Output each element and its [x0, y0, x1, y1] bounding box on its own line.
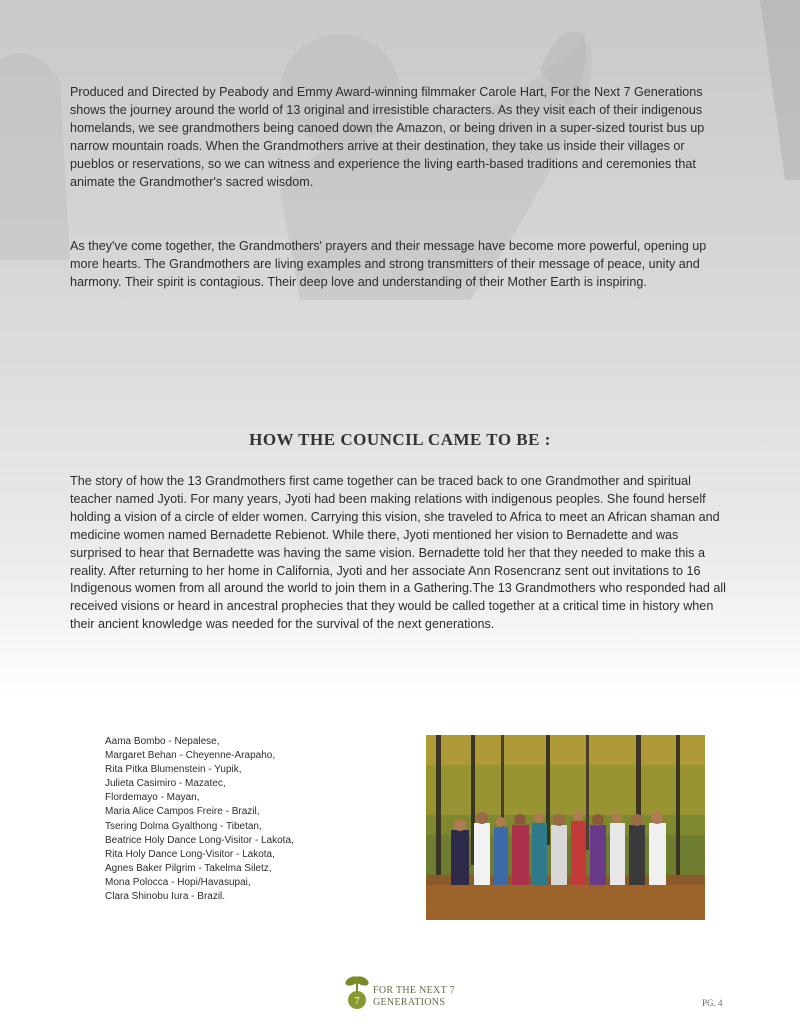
- intro-paragraph: Produced and Directed by Peabody and Emmy Award-winning filmmaker Carole Hart, For the Next 7 Generations shows the journey around the world of 13 original and irresistible characters. As they visit each of their indigenous homelands, we see grandmothers being canoed down the Amazon, or being driven in a super-sized tourist bus up narrow mountain roads. When the Grandmothers arrive at their destination, they take us inside their villages or pueblos or reservations, so we can witness and experience the living earth-based traditions and ceremonies that animate the Grandmother's sacred wisdom.: [70, 85, 705, 189]
- section-heading: HOW THE COUNCIL CAME TO BE :: [249, 430, 551, 449]
- list-item: Agnes Baker Pilgrim - Takelma Siletz,: [105, 862, 272, 874]
- list-item: Tsering Dolma Gyalthong - Tibetan,: [105, 820, 262, 832]
- grandmothers-list: [105, 735, 405, 904]
- seedling-logo-icon: [343, 972, 371, 1012]
- background-silhouette-image: [0, 0, 800, 420]
- list-item: Beatrice Holy Dance Long-Visitor - Lakota,: [105, 834, 294, 846]
- list-item: Clara Shinobu Iura - Brazil.: [105, 891, 226, 903]
- list-item: Julieta Casimiro - Mazatec,: [105, 778, 226, 790]
- list-item: Maria Alice Campos Freire - Brazil,: [105, 806, 260, 818]
- list-item: Mona Polocca - Hopi/Havasupai,: [105, 876, 251, 888]
- list-item: Rita Holy Dance Long-Visitor - Lakota,: [105, 848, 275, 860]
- list-item: Margaret Behan - Cheyenne-Arapaho,: [105, 750, 276, 762]
- logo-line-2: GENERATIONS: [373, 997, 446, 1008]
- page-number: PG. 4: [702, 998, 723, 1008]
- list-item: Rita Pitka Blumenstein - Yupik,: [105, 764, 242, 776]
- footer-logo: [343, 972, 473, 1012]
- grandmothers-group-photo: [426, 735, 705, 920]
- svg-text:7: 7: [354, 996, 360, 1007]
- logo-line-1: FOR THE NEXT 7: [373, 985, 455, 996]
- message-paragraph: As they've come together, the Grandmothers' prayers and their message have become more powerful, opening up more hearts. The Grandmothers are living examples and strong transmitters of their message of peace, unity and harmony. Their spirit is contagious. Their deep love and understanding of their Mother Earth is inspiring.: [70, 239, 707, 289]
- list-item: Flordemayo - Mayan,: [105, 792, 200, 804]
- council-story-paragraph: The story of how the 13 Grandmothers first came together can be traced back to one Grandmother and spiritual teacher named Jyoti. For many years, Jyoti had been making relations with indigenous peoples. She found herself holding a vision of a circle of elder women. Carrying this vision, she traveled to Africa to meet an African shaman and medicine women named Bernadette Rebienot. While there, Jyoti mentioned her vision to Bernadette and was surprised to hear that Bernadette was having the same vision. Bernadette told her that they needed to make this a reality. After returning to her home in California, Jyoti and her associate Ann Rosencranz sent out invitations to 16 Indigenous women from all around the world to join them in a Gathering.The 13 Grandmothers who responded had all received visions or heard in ancestral prophecies that they would be called together at a critical time in history when their ancient knowledge was needed for the survival of the next generations.: [70, 474, 726, 632]
- list-item: Aama Bombo - Nepalese,: [105, 736, 220, 747]
